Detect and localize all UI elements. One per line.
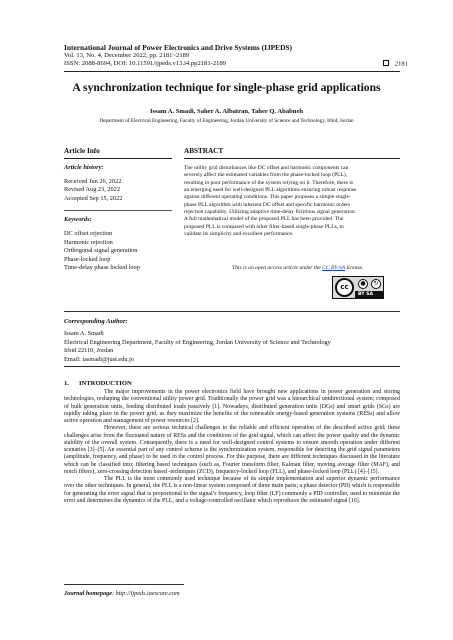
abstract-line: resulting in poor performance of the system relying on it. Therefore, there is [184,179,354,186]
abstract-line: against different operating conditions. This paper proposes a simple single- [184,194,351,201]
share-alike-icon: ↻ [371,279,381,289]
person-icon: ● [358,279,368,289]
introduction-body [64,389,400,505]
corresponding-details [64,330,400,364]
abstract-line: proposed PLL is compared with other filter-based single-phase PLLs, to [184,223,344,230]
history-heading: Article history: [64,164,104,171]
abstract-line: A full mathematical model of the proposed PLL has been provided. The [184,216,344,223]
paragraph: The major improvements in the power electronics field have brought new applications in power generation and storing technologies, reshaping the conventional utility power grid. Traditionally the power grid was a hierarchical unidirectional system; composed of bulk generation units, feeding distributed loads passively [1]. Nowadays, distributed generation units (DGs) and smart grids (SGs) are rapidly taking place in the power grid, as they maximize the benefits of the renewable energy-based generation systems (RESs) and allow active operation and management of power resources [2]. [64,389,400,424]
corresponding-name: Issam A. Smadi [64,330,104,337]
keywords-heading: Keywords: [64,215,92,223]
abstract-line: The utility grid disturbances like DC offset and harmonic components can [184,165,349,171]
abstract-text [184,165,400,238]
footer-rule [64,584,184,585]
journal-name: International Journal of Power Electronics and Drive Systems (IJPEDS) [64,43,293,52]
section-number: 1. [64,380,69,387]
paper-title: A synchronization technique for single-phase grid applications [72,81,381,94]
history-list [64,178,172,203]
abstract-line: rejection capability. Utilizing adaptive time-delay fictitious signal generation. [184,209,356,216]
keyword-item: Time-delay phase locked loop [64,264,140,272]
article-info-rule [64,158,172,159]
abstract-line: severely affect the estimated variables from the phase-locked loop (PLL), [184,172,348,179]
page-number: 2181 [383,60,408,69]
footer [64,590,180,597]
header-rule [64,71,400,72]
history-item: Revised Aug 23, 2022 [64,186,120,194]
journal-issn: ISSN: 2088-8694, DOI: 10.11591/ijpeds.v13.i4.pp2181-2189 [64,60,227,68]
paragraph: However, there are serious technical challenges to the reliable and efficient operation of the described active grid; these challenges arise from the fluctuated nature of RESs and the conditions of the grid signal, which can affect the power quality and the dynamic stability of the overall system. Consequently, there is a need for well-designed control systems to ensure smooth operation under different scenarios [3]–[5]. An essential part of any control scheme is the synchronization system, responsible for detecting the grid signal parameters (amplitude, frequency, and phase) to be used in the control process. For this purpose, there are different techniques discussed in the literature which can be classified into; filtering based techniques (such as, Fourier transform filter, Kalman filter, moving average filter (MAF), and notch filters), zero-crossing detection based -techniques (ZCD), frequency-locked loop (FLL), and phase-locked loop (PLL) [4]–[15]. [64,425,400,475]
paper-authors: Issam A. Smadi, Saher A. Albatran, Taher Q. Ababneh [149,108,304,115]
abstract-line: validate its simplicity and excellent performance. [184,231,294,238]
corresponding-heading: Corresponding Author: [64,318,128,325]
keywords-rule [64,210,172,211]
keyword-item: Orthogonal signal generation [64,247,138,255]
homepage-link[interactable]: : http://ijpeds.iaescore.com [111,590,180,597]
journal-header [64,43,408,69]
history-item: Received Jun 26, 2022 [64,178,122,185]
corresponding-email[interactable]: Email: iasmadi@just.edu.jo [64,355,134,363]
open-access-note: This is an open access article under the CC BY-SA license. [232,265,364,271]
cc-license-badge[interactable] [332,276,384,299]
license-link[interactable]: CC BY-SA [322,265,346,271]
cc-badge-label: BY SA [355,291,384,298]
article-info-heading: Article Info [64,147,100,155]
section-title: INTRODUCTION [78,380,132,387]
paper-affiliation: Department of Electrical Engineering, Faculty of Engineering, Jordan University of Science and Technology, Irbid, Jordan [99,118,354,124]
corresponding-author [64,318,400,364]
corresponding-city: Irbid 22110, Jordan [64,347,114,355]
abstract-line: an emerging need for well-designed PLL algorithms ensuring robust response [184,187,357,194]
abstract [184,147,400,238]
keyword-item: Harmonic rejection [64,238,113,246]
section-rule [64,311,400,312]
cc-logo-icon: cc [335,278,354,297]
introduction-heading [64,380,142,387]
abstract-rule [184,158,400,159]
keyword-item: DC offset rejection [64,229,113,237]
article-info [64,147,172,273]
footer-label: Journal homepage [64,590,112,597]
history-item: Accepted Sep 15, 2022 [64,194,123,202]
abstract-heading: ABSTRACT [184,147,224,155]
corresponding-rule [64,366,400,367]
keyword-item: Phase-locked loop [64,255,111,263]
square-icon [383,60,389,66]
issn-row [64,60,408,68]
journal-volume: Vol. 13, No. 4, December 2022, pp. 2181~2189 [64,52,190,59]
abstract-line: phase PLL algorithm with inherent DC offset and specific harmonic orders [184,201,351,208]
paragraph: The PLL is the most commonly used technique because of its simple implementation and superior dynamic performance over the other techniques. In general, the PLL is a non-linear system composed of three main parts; a phase detector (PD) which is responsible for generating the error signal that is proportional to the signal’s frequency, loop filter (LF) commonly a PID controller, used to minimize the error and determines the dynamics of the PLL, and a voltage-controlled oscillator which reproduces the estimated signal [16]. [64,476,400,504]
corresponding-dept: Electrical Engineering Department, Faculty of Engineering, Jordan University of Science and Technology [64,338,331,346]
keywords-list [64,230,172,273]
